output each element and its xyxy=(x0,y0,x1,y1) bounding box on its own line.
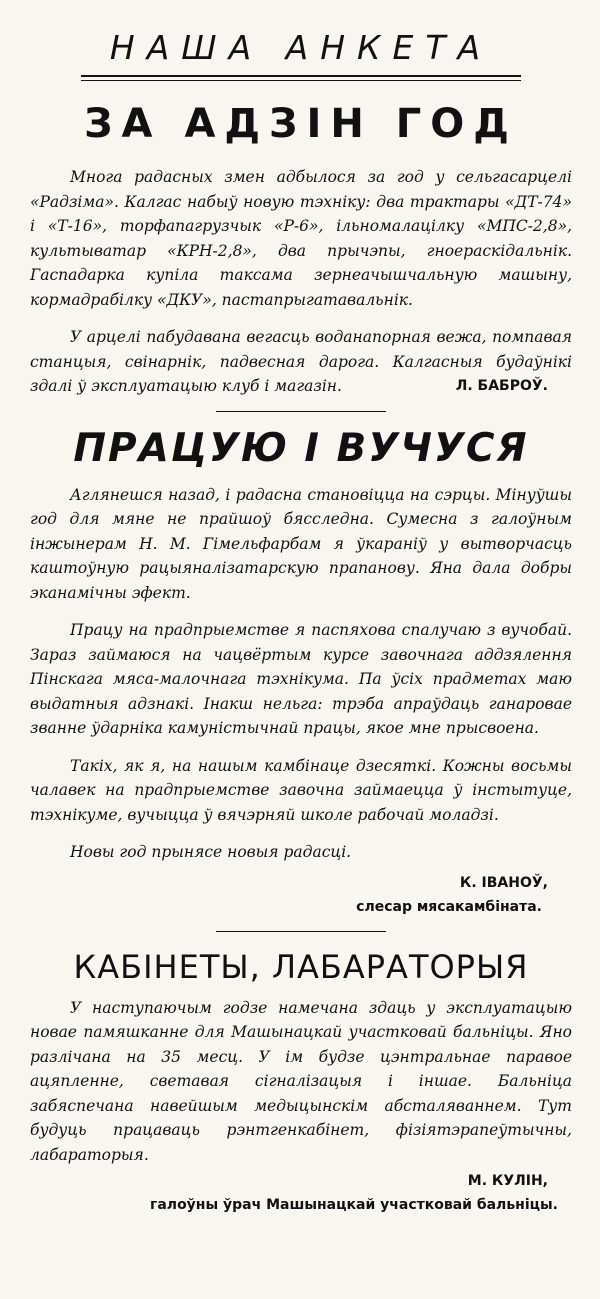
article3-paragraph1: У наступаючым годзе намечана здаць у эксплуатацыю новае памяшканне для Машынацкай участковай бальніцы. Яно разлічана на 35 месц. У ім будзе цэнтральнае паравое ацяпленне, светавая сігналізацыя і іншае. Бальніца забяспечана навейшым медыцынскім абсталяваннем. Тут будуць працаваць рэнтгенкабінет, фізіятэрапеўтычны, лабараторыя. xyxy=(30,998,572,1164)
article1-paragraph2-text: У арцелі пабудавана вегасць воданапорная вежа, помпавая станцыя, свінарнік, падвесная дарога. Калгасныя будаўнікі здалі ў эксплуатацыю клуб і магазін. xyxy=(30,328,572,395)
article1-author: Л. БАБРОЎ. xyxy=(455,378,548,394)
article2-paragraph1: Аглянешся назад, і радасна становіцца на сэрцы. Мінуўшы год для мяне не прайшоў бясследна. Сумесна з галоўным інжынерам Н. М. Гімельфарбам я ўкараніў у вытворчасць каштоўную рацыяналізатарскую прапанову. Яна дала добры эканамічны эфект. xyxy=(30,485,572,602)
divider-2 xyxy=(216,931,386,932)
article3-heading: КАБІНЕТЫ, ЛАБАРАТОРЫЯ xyxy=(73,947,529,986)
article2-heading: ПРАЦУЮ І ВУЧУСЯ xyxy=(73,425,529,471)
newspaper-page xyxy=(14,0,588,1299)
title-underline xyxy=(81,75,521,81)
article2-author-position: слесар мясакамбіната. xyxy=(356,898,542,915)
article1-paragraph1: Многа радасных змен адбылося за год у сельгасарцелі «Радзіма». Калгас набыў новую тэхніку: два трактары «ДТ-74» і «Т-16», торфапагрузчык «Р-6», ільномалацілку «МПС-2,8», культыватар «КРН-2,8», два прычэпы, гноераскідальнік. Гаспадарка купіла таксама зернеачышчальную машыну, кормадрабілку «ДКУ», пастапрыгатавальнік. xyxy=(30,168,572,309)
article2-paragraph3: Такіх, як я, на нашым камбінаце дзесяткі. Кожны восьмы чалавек на прадпрыемстве завочна займаецца ў інстытуце, тэхнікуме, вучыцца ў вячэрняй школе рабочай моладзі. xyxy=(30,756,572,824)
article3-author: М. КУЛІН, xyxy=(467,1173,548,1189)
article2-paragraph4: Новы год прынясе новыя радасці. xyxy=(70,843,352,861)
article3-author-position: галоўны ўрач Машынацкай участковай бальніцы. xyxy=(150,1197,558,1213)
article1-paragraph2 xyxy=(14,325,588,399)
article2-author: К. ІВАНОЎ, xyxy=(459,874,548,891)
section-title: НАША АНКЕТА xyxy=(109,28,493,67)
article2-paragraph2: Працу на прадпрыемстве я паспяхова спалучаю з вучобай. Зараз займаюся на чацвёртым курсе завочнага аддзялення Пінскага мяса-малочнага тэхнікума. Па ўсіх прадметах маю выдатныя адзнакі. Інакш нельга: трэба апраўдаць ганаровае званне ўдарніка камуністычнай працы, якое мне прысвоена. xyxy=(30,621,572,737)
article1-heading: ЗА АДЗІН ГОД xyxy=(84,101,518,147)
divider-1 xyxy=(216,411,386,412)
